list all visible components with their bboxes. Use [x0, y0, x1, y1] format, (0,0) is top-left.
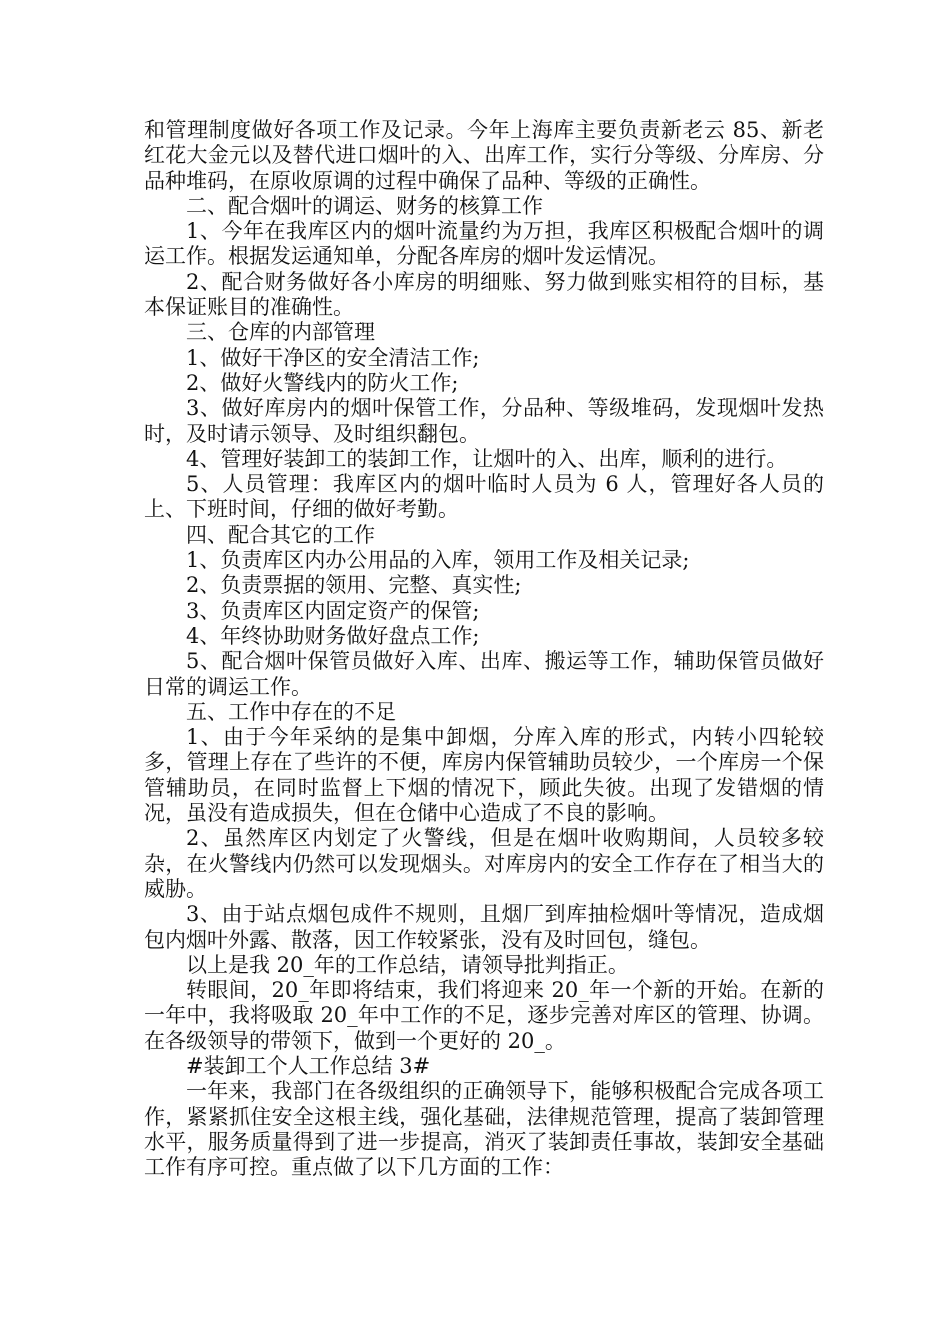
- paragraph-continuation: 和管理制度做好各项工作及记录。今年上海库主要负责新老云 85、新老红花大金元以及替代进口烟叶的入、出库工作，实行分等级、分库房、分品种堆码，在原收原调的过程中确保了品种、等级的正确性。: [144, 118, 824, 193]
- paragraph: 以上是我 20_年的工作总结，请领导批判指正。: [186, 952, 629, 977]
- section-heading-2: 二、配合烟叶的调运、财务的核算工作: [186, 193, 543, 218]
- paragraph: 3、做好库房内的烟叶保管工作，分品种、等级堆码，发现烟叶发热时，及时请示领导、及时组织翻包。: [144, 396, 824, 446]
- paragraph: 转眼间，20_年即将结束，我们将迎来 20_年一个新的开始。在新的一年中，我将吸取 20_年中工作的不足，逐步完善对库区的管理、协调。在各级领导的带领下，做到一个更好的 20_。: [144, 978, 824, 1053]
- paragraph: 5、人员管理：我库区内的烟叶临时人员为 6 人，管理好各人员的上、下班时间，仔细的做好考勤。: [144, 472, 824, 522]
- paragraph: 4、年终协助财务做好盘点工作;: [186, 623, 480, 648]
- section-title: #装卸工个人工作总结 3#: [186, 1053, 431, 1078]
- paragraph: 4、管理好装卸工的装卸工作，让烟叶的入、出库，顺利的进行。: [186, 446, 788, 471]
- paragraph: 3、负责库区内固定资产的保管;: [186, 598, 480, 623]
- paragraph: 3、由于站点烟包成件不规则，且烟厂到库抽检烟叶等情况，造成烟包内烟叶外露、散落，因工作较紧张，没有及时回包，缝包。: [144, 902, 824, 952]
- body-text: [144, 118, 824, 1180]
- paragraph: 1、做好干净区的安全清洁工作;: [186, 345, 480, 370]
- paragraph: 5、配合烟叶保管员做好入库、出库、搬运等工作，辅助保管员做好日常的调运工作。: [144, 649, 824, 699]
- section-heading-4: 四、配合其它的工作: [186, 522, 375, 547]
- paragraph: 1、负责库区内办公用品的入库，领用工作及相关记录;: [186, 548, 690, 573]
- paragraph: 1、由于今年采纳的是集中卸烟，分库入库的形式，内转小四轮较多，管理上存在了些许的不便，库房内保管辅助员较少，一个库房一个保管辅助员，在同时监督上下烟的情况下，顾此失彼。出现了发错烟的情况，虽没有造成损失，但在仓储中心造成了不良的影响。: [144, 725, 824, 826]
- section-heading-5: 五、工作中存在的不足: [186, 699, 396, 724]
- paragraph: 2、虽然库区内划定了火警线，但是在烟叶收购期间，人员较多较杂，在火警线内仍然可以发现烟头。对库房内的安全工作存在了相当大的威胁。: [144, 826, 824, 901]
- paragraph: 2、做好火警线内的防火工作;: [186, 370, 459, 395]
- paragraph: 一年来，我部门在各级组织的正确领导下，能够积极配合完成各项工作，紧紧抓住安全这根主线，强化基础，法律规范管理，提高了装卸管理水平，服务质量得到了进一步提高，消灭了装卸责任事故，装卸安全基础工作有序可控。重点做了以下几方面的工作：: [144, 1079, 824, 1180]
- paragraph: 2、配合财务做好各小库房的明细账、努力做到账实相符的目标，基本保证账目的准确性。: [144, 269, 824, 320]
- paragraph: 1、今年在我库区内的烟叶流量约为万担，我库区积极配合烟叶的调运工作。根据发运通知单，分配各库房的烟叶发运情况。: [144, 219, 824, 269]
- paragraph: 2、负责票据的领用、完整、真实性;: [186, 573, 522, 598]
- section-heading-3: 三、仓库的内部管理: [186, 320, 375, 345]
